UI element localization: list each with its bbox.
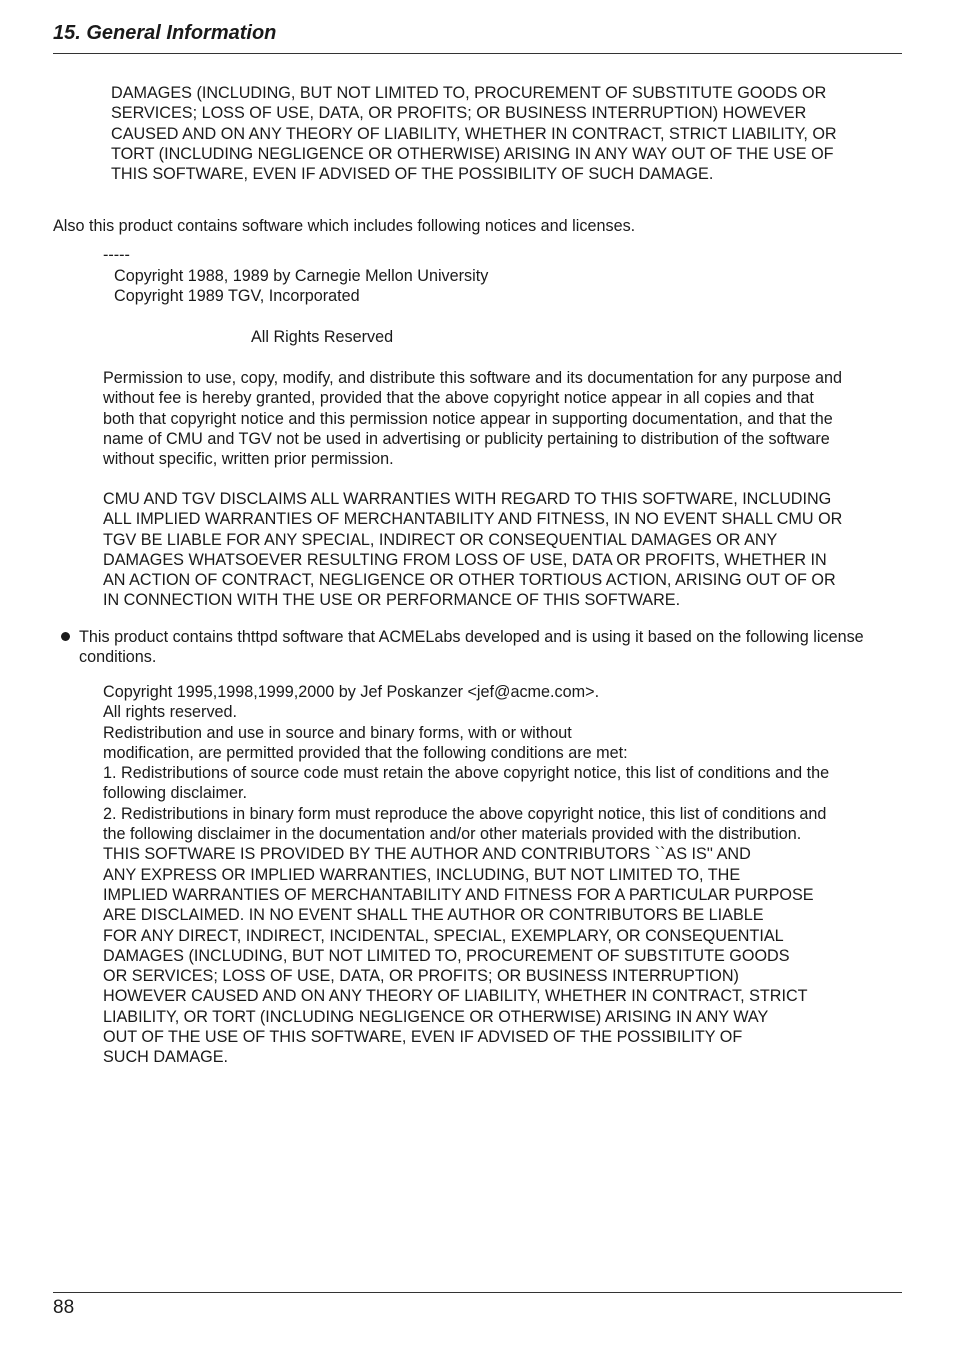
license-line: HOWEVER CAUSED AND ON ANY THEORY OF LIABILITY, WHETHER IN CONTRACT, STRICT bbox=[103, 987, 808, 1006]
cmu-disclaimer bbox=[103, 489, 842, 611]
license-line: LIABILITY, OR TORT (INCLUDING NEGLIGENCE OR OTHERWISE) ARISING IN ANY WAY bbox=[103, 1007, 769, 1026]
cmu-copyright bbox=[114, 266, 488, 307]
permission-line: Permission to use, copy, modify, and distribute this software and its documentation for any purpose and bbox=[103, 369, 843, 387]
disclaimer-line: ALL IMPLIED WARRANTIES OF MERCHANTABILITY AND FITNESS, IN NO EVENT SHALL CMU OR bbox=[103, 510, 843, 529]
top-disclaimer bbox=[111, 83, 837, 184]
license-line: OR SERVICES; LOSS OF USE, DATA, OR PROFITS; OR BUSINESS INTERRUPTION) bbox=[103, 967, 739, 986]
copyright-line: Copyright 1989 TGV, Incorporated bbox=[114, 287, 360, 306]
separator-line: ----- bbox=[103, 246, 130, 264]
permission-line: both that copyright notice and this permission notice appear in supporting documentation, and that the bbox=[103, 409, 833, 428]
intro-paragraph bbox=[53, 216, 635, 236]
top-disclaimer-line: SERVICES; LOSS OF USE, DATA, OR PROFITS; OR BUSINESS INTERRUPTION) HOWEVER bbox=[111, 104, 807, 123]
license-line: ARE DISCLAIMED. IN NO EVENT SHALL THE AUTHOR OR CONTRIBUTORS BE LIABLE bbox=[103, 906, 764, 925]
bullet-line: This product contains thttpd software that ACMELabs developed and is using it based on the following license bbox=[79, 628, 864, 646]
footer-rule bbox=[53, 1292, 902, 1293]
disclaimer-line: AN ACTION OF CONTRACT, NEGLIGENCE OR OTHER TORTIOUS ACTION, ARISING OUT OF OR bbox=[103, 571, 836, 590]
top-disclaimer-line: DAMAGES (INCLUDING, BUT NOT LIMITED TO, PROCUREMENT OF SUBSTITUTE GOODS OR bbox=[111, 84, 827, 102]
disclaimer-line: IN CONNECTION WITH THE USE OR PERFORMANCE OF THIS SOFTWARE. bbox=[103, 591, 681, 610]
cmu-rights bbox=[251, 327, 393, 347]
license-line: FOR ANY DIRECT, INDIRECT, INCIDENTAL, SPECIAL, EXEMPLARY, OR CONSEQUENTIAL bbox=[103, 926, 784, 945]
copyright-line: Copyright 1988, 1989 by Carnegie Mellon University bbox=[114, 267, 489, 285]
license-line: OUT OF THE USE OF THIS SOFTWARE, EVEN IF ADVISED OF THE POSSIBILITY OF bbox=[103, 1028, 743, 1047]
bullet-line: conditions. bbox=[79, 648, 157, 667]
disclaimer-line: TGV BE LIABLE FOR ANY SPECIAL, INDIRECT OR CONSEQUENTIAL DAMAGES OR ANY bbox=[103, 530, 778, 549]
license-line: ANY EXPRESS OR IMPLIED WARRANTIES, INCLUDING, BUT NOT LIMITED TO, THE bbox=[103, 865, 741, 884]
rights-line: All Rights Reserved bbox=[251, 328, 394, 346]
license-line: DAMAGES (INCLUDING, BUT NOT LIMITED TO, PROCUREMENT OF SUBSTITUTE GOODS bbox=[103, 946, 790, 965]
intro-line: Also this product contains software which includes following notices and licenses. bbox=[53, 217, 636, 235]
cmu-permission bbox=[103, 368, 842, 469]
header-rule bbox=[53, 53, 902, 54]
thttpd-bullet-text bbox=[79, 627, 864, 668]
license-line: 1. Redistributions of source code must retain the above copyright notice, this list of conditions and the bbox=[103, 764, 830, 783]
top-disclaimer-line: TORT (INCLUDING NEGLIGENCE OR OTHERWISE) ARISING IN ANY WAY OUT OF THE USE OF bbox=[111, 144, 834, 163]
license-line: Redistribution and use in source and binary forms, with or without bbox=[103, 723, 572, 742]
license-line: IMPLIED WARRANTIES OF MERCHANTABILITY AND FITNESS FOR A PARTICULAR PURPOSE bbox=[103, 885, 814, 904]
license-line: THIS SOFTWARE IS PROVIDED BY THE AUTHOR AND CONTRIBUTORS ``AS IS'' AND bbox=[103, 845, 751, 864]
cmu-separator bbox=[103, 245, 130, 265]
top-disclaimer-line: THIS SOFTWARE, EVEN IF ADVISED OF THE POSSIBILITY OF SUCH DAMAGE. bbox=[111, 165, 714, 184]
page-number: 88 bbox=[53, 1297, 75, 1318]
permission-line: without specific, written prior permission. bbox=[103, 450, 394, 469]
license-line: following disclaimer. bbox=[103, 784, 247, 803]
disclaimer-line: DAMAGES WHATSOEVER RESULTING FROM LOSS OF USE, DATA OR PROFITS, WHETHER IN bbox=[103, 550, 827, 569]
permission-line: without fee is hereby granted, provided that the above copyright notice appear in all copies and that bbox=[103, 389, 814, 408]
bullet-icon bbox=[61, 632, 70, 641]
license-line: All rights reserved. bbox=[103, 703, 238, 722]
thttpd-license bbox=[103, 682, 829, 1068]
top-disclaimer-line: CAUSED AND ON ANY THEORY OF LIABILITY, WHETHER IN CONTRACT, STRICT LIABILITY, OR bbox=[111, 124, 837, 143]
license-line: the following disclaimer in the documentation and/or other materials provided with the distribution. bbox=[103, 825, 802, 844]
page-section-title: 15. General Information bbox=[53, 22, 277, 44]
license-line: SUCH DAMAGE. bbox=[103, 1048, 229, 1067]
permission-line: name of CMU and TGV not be used in advertising or publicity pertaining to distribution of the software bbox=[103, 429, 830, 448]
license-line: 2. Redistributions in binary form must reproduce the above copyright notice, this list of conditions and bbox=[103, 804, 827, 823]
license-line: modification, are permitted provided that the following conditions are met: bbox=[103, 743, 628, 762]
disclaimer-line: CMU AND TGV DISCLAIMS ALL WARRANTIES WITH REGARD TO THIS SOFTWARE, INCLUDING bbox=[103, 490, 832, 508]
license-line: Copyright 1995,1998,1999,2000 by Jef Poskanzer <jef@acme.com>. bbox=[103, 683, 600, 701]
